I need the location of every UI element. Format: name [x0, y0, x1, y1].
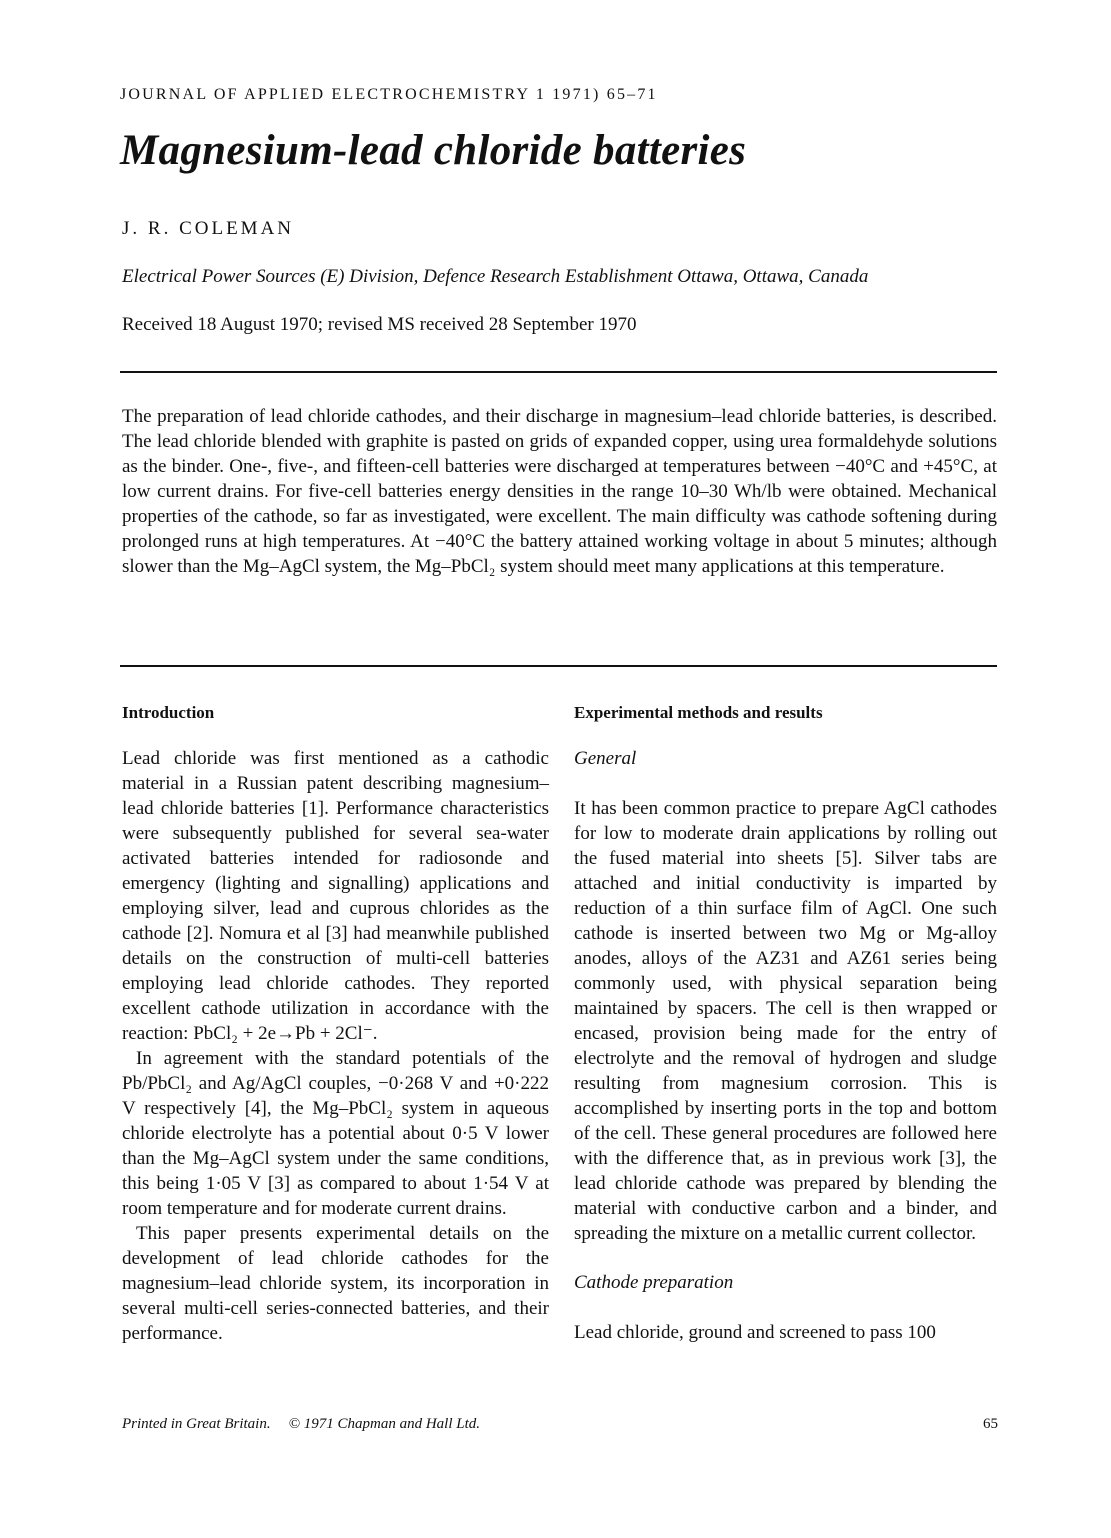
- cathode-preparation-paragraph: Lead chloride, ground and screened to pass 100: [574, 1322, 936, 1343]
- experimental-heading: Experimental methods and results: [574, 703, 823, 722]
- bottom-divider: [120, 665, 997, 667]
- introduction-paragraph-2: In agreement with the standard potentials of the Pb/PbCl₂ and Ag/AgCl couples, −0·268 V and +0·222 V respectively [4], the Mg–PbCl₂ system in aqueous chloride electrolyte has a potential about 0·5 V lower than the Mg–AgCl system under the same conditions, this being 1·05 V [3] as compared to about 1·54 V at room temperature and for moderate current drains.: [122, 1048, 549, 1219]
- abstract: The preparation of lead chloride cathodes, and their discharge in magnesium–lead chloride batteries, is described. The lead chloride blended with graphite is pasted on grids of expanded copper, using urea formaldehyde solutions as the binder. One-, five-, and fifteen-cell batteries were discharged at temperatures between −40°C and +45°C, at low current drains. For five-cell batteries energy densities in the range 10–30 Wh/lb were obtained. Mechanical properties of the cathode, so far as investigated, were excellent. The main difficulty was cathode softening during prolonged runs at high temperatures. At −40°C the battery attained working voltage in about 5 minutes; although slower than the Mg–AgCl system, the Mg–PbCl₂ system should meet many applications at this temperature.: [122, 406, 997, 577]
- introduction-paragraph-3: This paper presents experimental details on the development of lead chloride cathodes for the magnesium–lead chloride system, its incorporation in several multi-cell series-connected batteries, and their performance.: [122, 1223, 549, 1344]
- printed-in: Printed in Great Britain.: [122, 1416, 271, 1432]
- journal-line: JOURNAL OF APPLIED ELECTROCHEMISTRY 1 1971) 65–71: [120, 86, 658, 103]
- general-paragraph: It has been common practice to prepare AgCl cathodes for low to moderate drain applications by rolling out the fused material into sheets [5]. Silver tabs are attached and initial conductivity is imparted by reduction of a thin surface film of AgCl. One such cathode is inserted between two Mg or Mg-alloy anodes, alloys of the AZ31 and AZ61 series being commonly used, with physical separation being maintained by spacers. The cell is then wrapped or encased, provision being made for the entry of electrolyte and the removal of hydrogen and sludge resulting from magnesium corrosion. This is accomplished by inserting ports in the top and bottom of the cell. These general procedures are followed here with the difference that, as in previous work [3], the lead chloride cathode was prepared by blending the material with conductive carbon and a binder, and spreading the mixture on a metallic current collector.: [574, 798, 997, 1244]
- article-title: Magnesium-lead chloride batteries: [120, 127, 747, 174]
- introduction-paragraph-1: Lead chloride was first mentioned as a cathodic material in a Russian patent describing magnesium–lead chloride batteries [1]. Performance characteristics were subsequently published for several sea-water activated batteries intended for radiosonde and emergency (lighting and signalling) applications and employing silver, lead and cuprous chlorides as the cathode [2]. Nomura et al [3] had meanwhile published details on the construction of multi-cell batteries employing lead chloride cathodes. They reported excellent cathode utilization in accordance with the reaction: PbCl₂ + 2e→Pb + 2Cl⁻.: [122, 748, 549, 1044]
- experimental-column: [574, 700, 997, 1345]
- page-number: 65: [983, 1416, 998, 1432]
- author: J. R. COLEMAN: [122, 218, 295, 239]
- cathode-preparation-subheading: Cathode preparation: [574, 1272, 734, 1293]
- introduction-column: [122, 700, 549, 1346]
- introduction-heading: Introduction: [122, 703, 215, 722]
- general-subheading: General: [574, 748, 637, 769]
- affiliation: Electrical Power Sources (E) Division, Defence Research Establishment Ottawa, Ottawa, Canada: [122, 266, 869, 287]
- printer-footer: [122, 1416, 480, 1433]
- copyright: © 1971 Chapman and Hall Ltd.: [288, 1416, 481, 1432]
- top-divider: [120, 371, 997, 373]
- received-dates: Received 18 August 1970; revised MS received 28 September 1970: [122, 314, 637, 335]
